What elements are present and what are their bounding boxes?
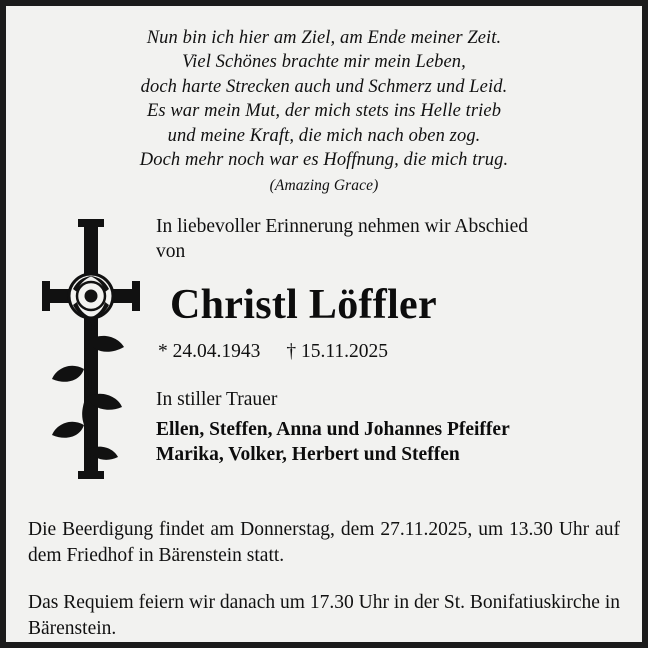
poem-line-2: Viel Schönes brachte mir mein Leben, bbox=[182, 52, 466, 73]
poem-block bbox=[28, 26, 620, 197]
family-line-1: Ellen, Steffen, Anna und Johannes Pfeiffer bbox=[156, 418, 510, 440]
poem-line-5: und meine Kraft, die mich nach oben zog. bbox=[167, 125, 481, 146]
intro-text bbox=[156, 215, 620, 265]
family-line-2: Marika, Volker, Herbert und Steffen bbox=[156, 444, 460, 466]
poem-line-6: Doch mehr noch war es Hoffnung, die mich trug. bbox=[139, 150, 509, 171]
funeral-details: Die Beerdigung findet am Donnerstag, dem 27.11.2025, um 13.30 Uhr auf dem Friedhof in Bärenstein statt. bbox=[28, 518, 620, 567]
cross-with-rose-icon bbox=[40, 219, 158, 479]
announcement-texts bbox=[156, 215, 620, 468]
deceased-name: Christl Löffler bbox=[170, 281, 437, 328]
requiem-details: Das Requiem feiern wir danach um 17.30 Uhr in der St. Bonifatiuskirche in Bärenstein. bbox=[28, 591, 620, 639]
birth-date: * 24.04.1943 bbox=[158, 340, 261, 362]
poem-source: (Amazing Grace) bbox=[269, 177, 379, 195]
obituary-card bbox=[6, 6, 642, 642]
family-names bbox=[156, 417, 620, 468]
intro-line-1: In liebevoller Erinnerung nehmen wir Abschied bbox=[156, 215, 529, 237]
poem-line-3: doch harte Strecken auch und Schmerz und Leid. bbox=[140, 76, 508, 97]
details-block bbox=[28, 517, 620, 642]
intro-line-2: von bbox=[156, 240, 186, 262]
death-date: † 15.11.2025 bbox=[286, 340, 389, 362]
mourning-label: In stiller Trauer bbox=[156, 388, 278, 410]
poem-line-4: Es war mein Mut, der mich stets ins Helle trieb bbox=[146, 101, 502, 122]
announcement-block bbox=[28, 215, 620, 495]
poem-line-1: Nun bin ich hier am Ziel, am Ende meiner Zeit. bbox=[146, 28, 502, 48]
life-dates bbox=[158, 341, 620, 363]
